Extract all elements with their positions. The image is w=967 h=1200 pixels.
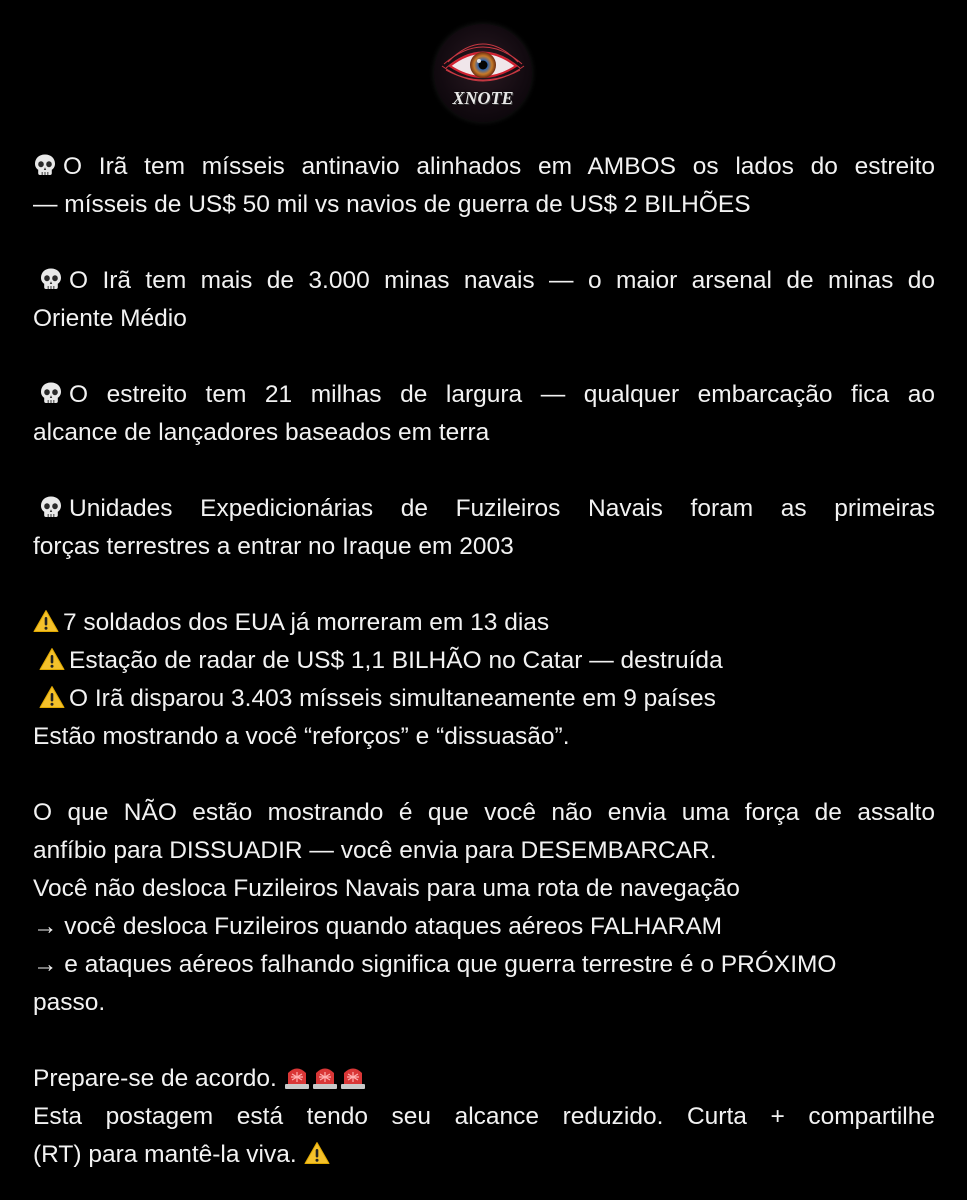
warning-text-1: 7 soldados dos EUA já morreram em 13 dias [63, 609, 550, 636]
skull-icon [39, 267, 63, 291]
warning-text-2: Estação de radar de US$ 1,1 BILHÃO no Catar — destruída [69, 647, 723, 674]
logo-text: XNOTE [452, 88, 514, 108]
paragraph-3-line-1 [33, 376, 935, 414]
skull-icon [39, 495, 63, 519]
skull-icon [39, 381, 63, 405]
paragraph-1-line-1 [33, 148, 935, 186]
paragraph-4-line-1 [33, 490, 935, 528]
statement-line: Estão mostrando a você “reforços” e “dissuasão”. [33, 723, 570, 750]
paragraph-6-line-1: O que NÃO estão mostrando é que você não envia uma força de assalto [33, 799, 935, 826]
xnote-logo [434, 24, 532, 122]
warning-text-3: O Irã disparou 3.403 mísseis simultaneamente em 9 países [69, 685, 716, 712]
paragraph-3-line-2: alcance de lançadores baseados em terra [33, 419, 490, 446]
warning-icon [304, 1141, 330, 1165]
warning-line-2 [33, 642, 935, 680]
paragraph-7-line-3 [33, 1136, 935, 1174]
paragraph-4-text-1: Unidades Expedicionárias de Fuzileiros Navais foram as primeiras [69, 495, 935, 522]
prepare-text: Prepare-se de acordo. [33, 1065, 277, 1092]
paragraph-6-line-4: → você desloca Fuzileiros quando ataques aéreos FALHARAM [33, 913, 723, 940]
siren-icon [312, 1064, 338, 1090]
paragraph-7-line-1 [33, 1060, 935, 1098]
paragraph-2-line-1 [33, 262, 935, 300]
paragraph-1-text-1: O Irã tem mísseis antinavio alinhados em AMBOS os lados do estreito [63, 153, 935, 180]
paragraph-6-line-3: Você não desloca Fuzileiros Navais para uma rota de navegação [33, 875, 740, 902]
paragraph-6-line-6: passo. [33, 989, 106, 1016]
paragraph-3-text-1: O estreito tem 21 milhas de largura — qualquer embarcação fica ao [69, 381, 935, 408]
post-body [33, 148, 935, 1174]
paragraph-6-line-2: anfíbio para DISSUADIR — você envia para DESEMBARCAR. [33, 837, 717, 864]
warning-line-1 [33, 604, 935, 642]
warning-icon [39, 685, 65, 709]
paragraph-6-line-5: → e ataques aéreos falhando significa que guerra terrestre é o PRÓXIMO [33, 951, 837, 978]
share-text: (RT) para mantê-la viva. [33, 1141, 297, 1168]
warning-line-3 [33, 680, 935, 718]
paragraph-2-line-2: Oriente Médio [33, 305, 187, 332]
skull-icon [33, 153, 57, 177]
paragraph-4-line-2: forças terrestres a entrar no Iraque em 2003 [33, 533, 514, 560]
warning-icon [33, 609, 59, 633]
siren-icon [284, 1064, 310, 1090]
warning-icon [39, 647, 65, 671]
paragraph-2-text-1: O Irã tem mais de 3.000 minas navais — o maior arsenal de minas do [69, 267, 935, 294]
siren-icon [340, 1064, 366, 1090]
paragraph-1-line-2: — mísseis de US$ 50 mil vs navios de guerra de US$ 2 BILHÕES [33, 191, 751, 218]
paragraph-7-line-2: Esta postagem está tendo seu alcance reduzido. Curta + compartilhe [33, 1103, 935, 1130]
